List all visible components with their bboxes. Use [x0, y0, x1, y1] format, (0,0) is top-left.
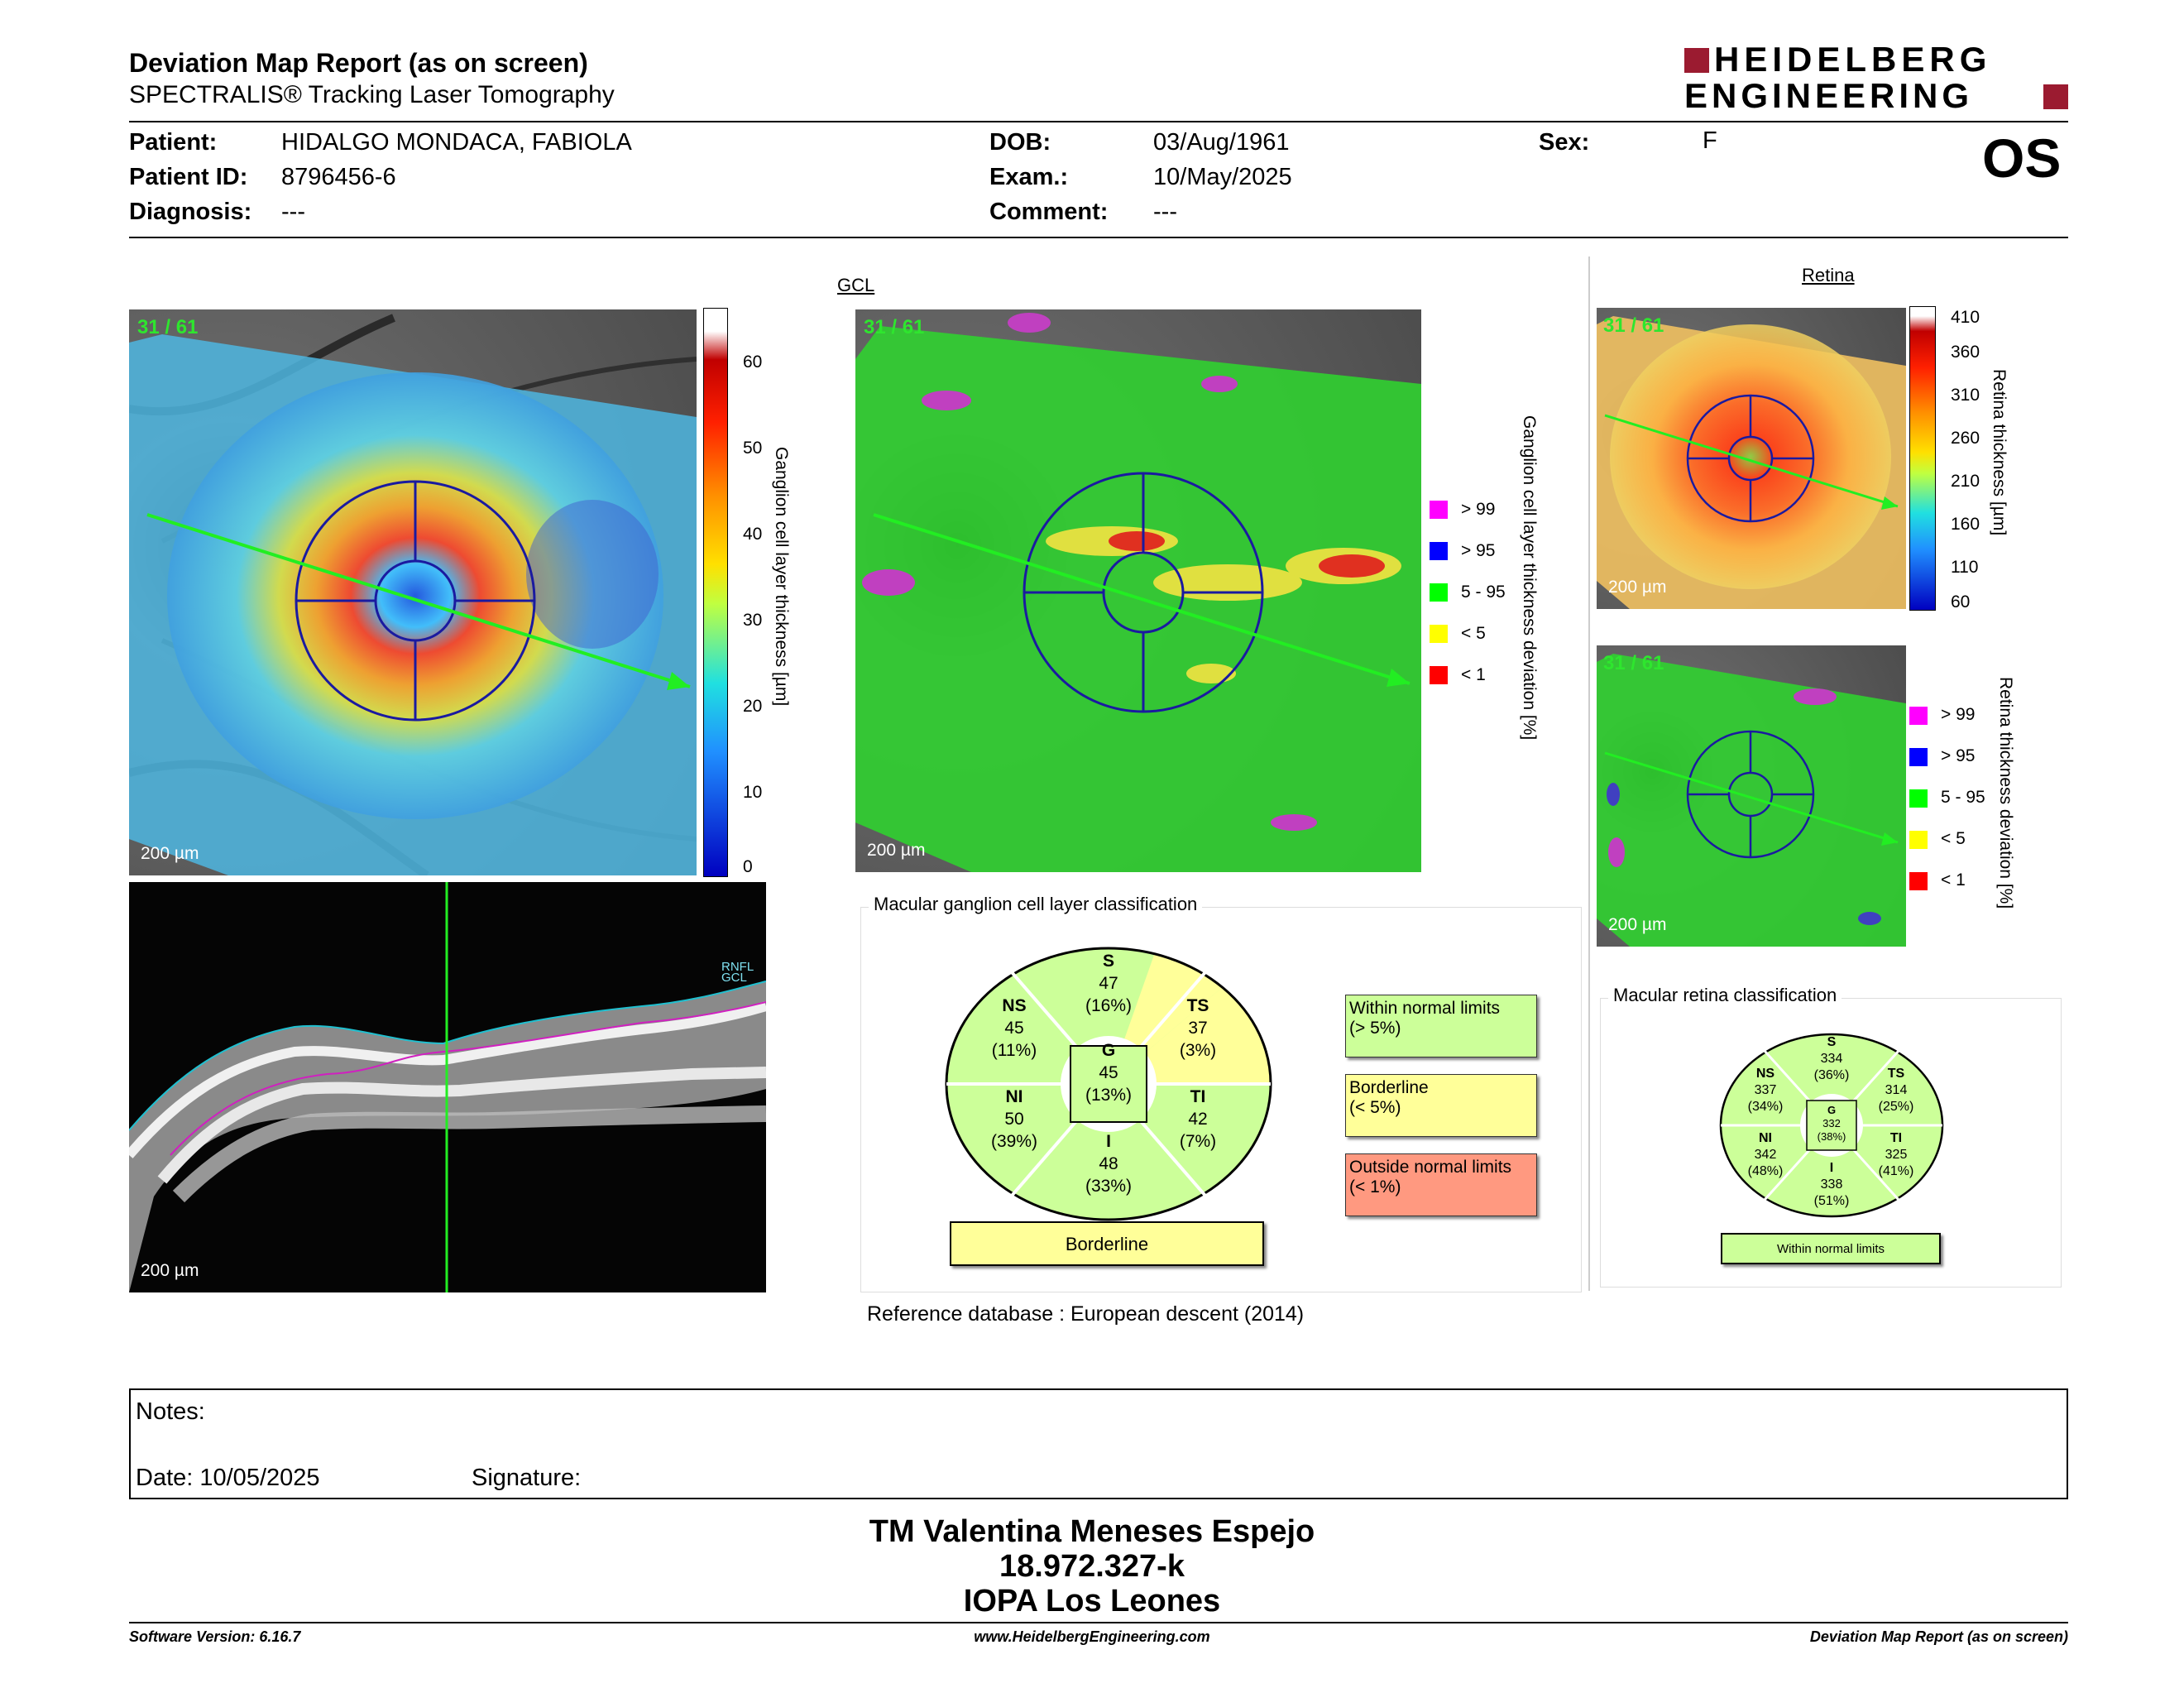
retina-deviation-overlay — [1597, 645, 1906, 947]
retina-section-title: Retina — [1802, 265, 1855, 285]
logo-square-bottom — [2043, 84, 2068, 109]
gcl-tick: 60 — [743, 352, 763, 372]
gcl-tick: 50 — [743, 439, 763, 458]
gcl-deviation-scale-bar: 200 µm — [867, 841, 926, 860]
notes-box[interactable] — [129, 1388, 2068, 1499]
patient-label: Patient: — [129, 129, 218, 156]
retina-sector-ns: NS 337 (34%) — [1747, 1067, 1784, 1114]
gcl-etdrs-grid — [129, 309, 697, 875]
retina-tick: 310 — [1951, 386, 1980, 405]
sex-label: Sex: — [1539, 129, 1590, 156]
key-outside-normal: Outside normal limits (< 1%) — [1345, 1153, 1537, 1216]
notes-signature: Signature: — [472, 1465, 582, 1491]
comment-value: --- — [1153, 199, 1177, 225]
gcl-sector-ni: NI 50 (39%) — [990, 1087, 1038, 1151]
legend-swatch-lt1 — [1430, 666, 1448, 684]
gcl-tick: 0 — [743, 857, 753, 876]
gcl-deviation-map — [855, 309, 1421, 872]
gcl-thickness-colorbar — [703, 308, 728, 877]
retina-heatmap-overlay — [1597, 308, 1906, 609]
notes-label: Notes: — [136, 1398, 205, 1425]
bscan-layers — [129, 882, 766, 1292]
retina-legend-swatch-gt95 — [1909, 748, 1928, 766]
retina-legend-swatch-gt99 — [1909, 707, 1928, 725]
legend-swatch-gt99 — [1430, 501, 1448, 519]
key-within-normal: Within normal limits (> 5%) — [1345, 995, 1537, 1057]
reference-database: Reference database : European descent (2014) — [867, 1302, 1305, 1326]
diagnosis-label: Diagnosis: — [129, 199, 252, 225]
clinic-name: IOPA Los Leones — [963, 1584, 1221, 1618]
gcl-tick: 20 — [743, 697, 763, 716]
retina-classification-title: Macular retina classification — [1608, 985, 1842, 1006]
gcl-sector-i: I 48 (33%) — [1085, 1132, 1133, 1196]
retina-legend-label-lt5: < 5 — [1941, 829, 1966, 848]
legend-swatch-5-95 — [1430, 583, 1448, 602]
legend-label-gt95: > 95 — [1461, 541, 1496, 560]
retina-tick: 60 — [1951, 592, 1971, 611]
patient-id-label: Patient ID: — [129, 164, 248, 190]
gcl-tick: 30 — [743, 611, 763, 630]
retina-legend-label-lt1: < 1 — [1941, 870, 1966, 890]
legend-label-5-95: 5 - 95 — [1461, 583, 1506, 602]
retina-sector-ni: NI 342 (48%) — [1747, 1131, 1784, 1178]
gcl-frame-count: 31 / 61 — [137, 316, 199, 338]
header-divider — [129, 121, 2068, 122]
retina-tick: 260 — [1951, 429, 1980, 448]
technician-name: TM Valentina Meneses Espejo — [869, 1514, 1315, 1549]
retina-tick: 360 — [1951, 343, 1980, 362]
gcl-thickness-map — [129, 309, 697, 875]
retina-tick: 160 — [1951, 515, 1980, 534]
gcl-deviation-axis-label: Ganglion cell layer thickness deviation [%] — [1520, 415, 1539, 741]
retina-deviation-scale-bar: 200 µm — [1608, 915, 1667, 934]
retina-sector-s: S 334 (36%) — [1813, 1035, 1850, 1082]
retina-legend-label-gt99: > 99 — [1941, 705, 1976, 724]
eye-indicator: OS — [1982, 127, 2062, 189]
bscan-layer-labels: RNFL GCL — [721, 960, 754, 985]
patient-divider — [129, 237, 2068, 238]
gcl-classification-title: Macular ganglion cell layer classification — [869, 894, 1202, 915]
retina-frame-count: 31 / 61 — [1603, 314, 1664, 337]
sex-value: F — [1703, 127, 1717, 154]
gcl-tick: 40 — [743, 525, 763, 544]
gcl-classification-result: Borderline — [950, 1221, 1264, 1266]
gcl-sector-ts: TS 37 (3%) — [1179, 996, 1217, 1060]
exam-label: Exam.: — [989, 164, 1069, 190]
retina-thickness-map — [1597, 308, 1906, 609]
gcl-sector-ns: NS 45 (11%) — [991, 996, 1037, 1060]
legend-label-lt5: < 5 — [1461, 624, 1486, 643]
dob-value: 03/Aug/1961 — [1153, 129, 1290, 156]
retina-classification-result: Within normal limits — [1721, 1233, 1941, 1264]
retina-deviation-axis-label: Retina thickness deviation [%] — [1996, 677, 2015, 909]
gcl-deviation-grid — [855, 309, 1421, 872]
gcl-scale-bar: 200 µm — [141, 844, 199, 863]
software-version: Software Version: 6.16.7 — [129, 1628, 301, 1645]
gcl-bscan — [129, 882, 766, 1292]
retina-sector-ti: TI 325 (41%) — [1878, 1131, 1914, 1178]
retina-legend-swatch-lt1 — [1909, 872, 1928, 890]
logo-square-top — [1684, 48, 1709, 73]
gcl-thickness-axis-label: Ganglion cell layer thickness [µm] — [772, 447, 791, 707]
bscan-scale-bar: 200 µm — [141, 1261, 199, 1280]
gcl-tick: 10 — [743, 783, 763, 802]
retina-legend-swatch-lt5 — [1909, 831, 1928, 849]
retina-tick: 410 — [1951, 308, 1980, 327]
notes-date: Date: 10/05/2025 — [136, 1465, 320, 1491]
patient-id: 8796456-6 — [281, 164, 396, 190]
report-title: Deviation Map Report (as on screen) — [129, 48, 588, 78]
footer-report-name: Deviation Map Report (as on screen) — [1809, 1628, 2068, 1645]
legend-label-gt99: > 99 — [1461, 500, 1496, 519]
retina-scale-bar: 200 µm — [1608, 578, 1667, 597]
heidelberg-logo — [1684, 40, 2068, 115]
logo-line-1: HEIDELBERG — [1714, 40, 1992, 79]
legend-label-lt1: < 1 — [1461, 665, 1486, 684]
diagnosis-value: --- — [281, 199, 305, 225]
technician-id: 18.972.327-k — [999, 1549, 1185, 1584]
retina-thickness-axis-label: Retina thickness [µm] — [1990, 369, 2009, 536]
gcl-section-title: GCL — [837, 275, 875, 295]
section-divider — [1588, 257, 1590, 1291]
gcl-sector-ti: TI 42 (7%) — [1179, 1087, 1217, 1151]
dob-label: DOB: — [989, 129, 1051, 156]
retina-sector-ts: TS 314 (25%) — [1878, 1067, 1914, 1114]
website-link[interactable]: www.HeidelbergEngineering.com — [974, 1628, 1210, 1645]
footer-divider — [129, 1622, 2068, 1623]
gcl-sector-s: S 47 (16%) — [1085, 952, 1133, 1015]
report-subtitle: SPECTRALIS® Tracking Laser Tomography — [129, 81, 615, 108]
legend-swatch-gt95 — [1430, 542, 1448, 560]
retina-sector-g: G 332 (38%) — [1817, 1104, 1846, 1143]
gcl-sector-g: G 45 (13%) — [1085, 1041, 1133, 1105]
retina-tick: 110 — [1951, 558, 1979, 577]
retina-thickness-colorbar — [1909, 306, 1936, 611]
exam-date: 10/May/2025 — [1153, 164, 1292, 190]
legend-swatch-lt5 — [1430, 625, 1448, 643]
retina-deviation-frame-count: 31 / 61 — [1603, 652, 1664, 674]
retina-deviation-map — [1597, 645, 1906, 947]
retina-sector-i: I 338 (51%) — [1813, 1161, 1850, 1208]
patient-name: HIDALGO MONDACA, FABIOLA — [281, 129, 632, 156]
gcl-deviation-frame-count: 31 / 61 — [864, 316, 925, 338]
retina-tick: 210 — [1951, 472, 1980, 491]
key-borderline: Borderline (< 5%) — [1345, 1074, 1537, 1137]
retina-legend-label-gt95: > 95 — [1941, 746, 1976, 765]
retina-legend-label-5-95: 5 - 95 — [1941, 788, 1985, 807]
logo-line-2: ENGINEERING — [1684, 76, 1974, 115]
retina-legend-swatch-5-95 — [1909, 789, 1928, 808]
comment-label: Comment: — [989, 199, 1109, 225]
